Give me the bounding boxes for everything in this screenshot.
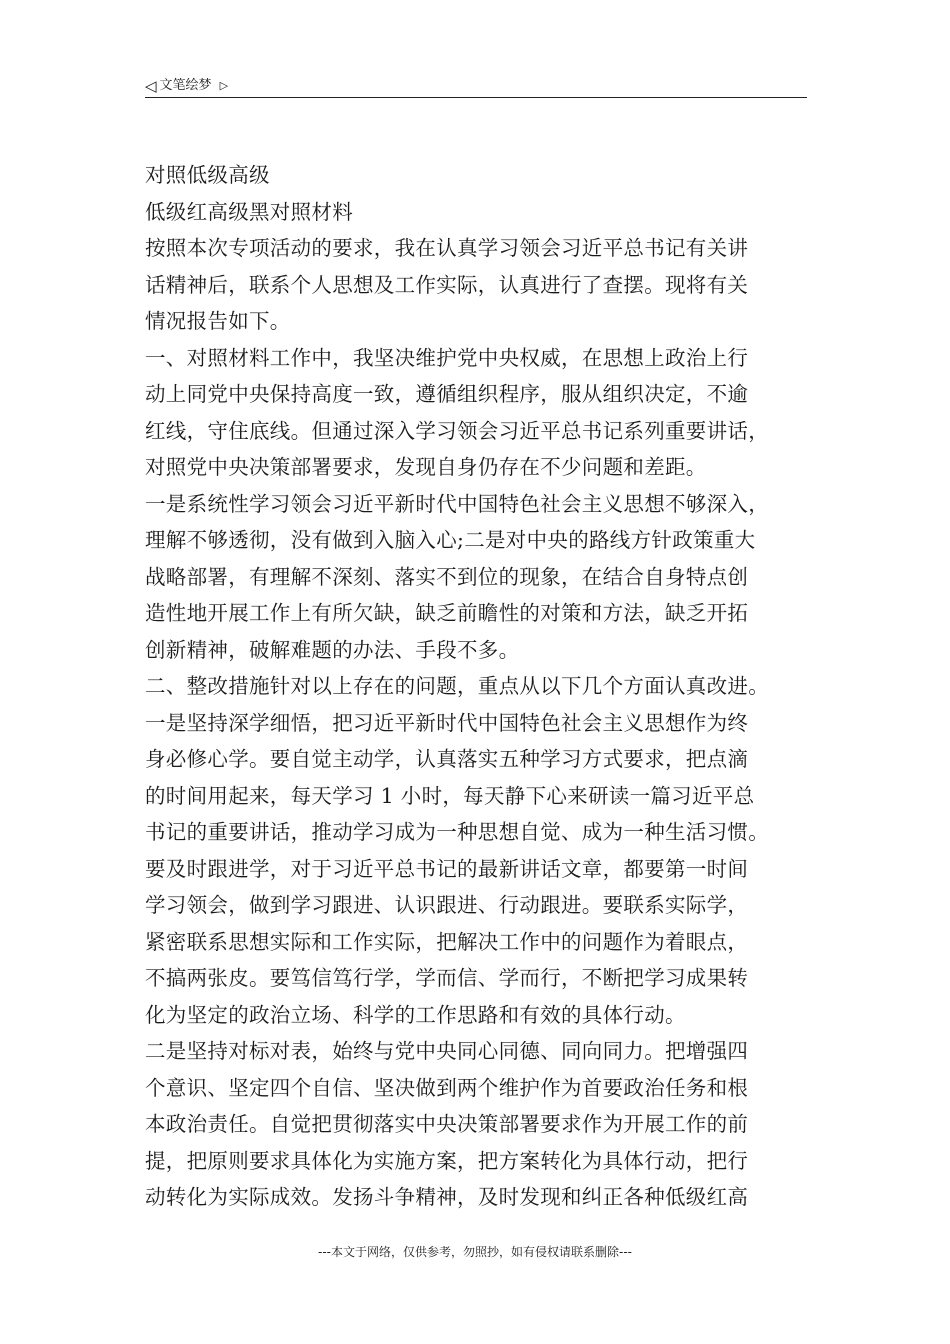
paragraph-line: 话精神后，联系个人思想及工作实际，认真进行了查摆。现将有关 <box>145 272 749 297</box>
page-header <box>145 74 807 98</box>
triangle-right-icon: ▷ <box>219 79 229 92</box>
paragraph-line: 动上同党中央保持高度一致，遵循组织程序，服从组织决定，不逾 <box>145 382 749 406</box>
paragraph-line: 造性地开展工作上有所欠缺，缺乏前瞻性的对策和方法，缺乏开拓 <box>145 601 749 625</box>
paragraph-line: 身必修心学。要自觉主动学，认真落实五种学习方式要求，把点滴 <box>145 747 749 771</box>
triangle-left-icon: ◁ <box>145 77 157 95</box>
paragraph-line: 书记的重要讲话，推动学习成为一种思想自觉、成为一种生活习惯。 <box>145 820 769 844</box>
document-title: 对照低级高级 <box>145 163 270 187</box>
paragraph-line: 不搞两张皮。要笃信笃行学，学而信、学而行，不断把学习成果转 <box>145 966 749 990</box>
paragraph-line: 按照本次专项活动的要求，我在认真学习领会习近平总书记有关讲 <box>145 236 749 260</box>
paragraph-line: 的时间用起来，每天学习 1 小时，每天静下心来研读一篇习近平总 <box>145 783 755 808</box>
paragraph-line: 创新精神，破解难题的办法、手段不多。 <box>145 637 520 662</box>
paragraph-line: 情况报告如下。 <box>145 309 291 333</box>
paragraph-line: 紧密联系思想实际和工作实际，把解决工作中的问题作为着眼点， <box>145 929 749 954</box>
document-body <box>145 157 825 1216</box>
paragraph-line: 一是系统性学习领会习近平新时代中国特色社会主义思想不够深入， <box>145 491 769 516</box>
paragraph-line: 动转化为实际成效。发扬斗争精神，及时发现和纠正各种低级红高 <box>145 1185 749 1209</box>
footer-disclaimer: ---本文于网络，仅供参考，勿照抄，如有侵权请联系删除--- <box>318 1245 632 1259</box>
paragraph-line: 个意识、坚定四个自信、坚决做到两个维护作为首要政治任务和根 <box>145 1075 749 1100</box>
header-brand: 文笔绘梦 <box>159 78 212 93</box>
paragraph-line: 本政治责任。自觉把贯彻落实中央决策部署要求作为开展工作的前 <box>145 1112 749 1136</box>
header-divider <box>145 97 807 98</box>
paragraph-line: 战略部署，有理解不深刻、落实不到位的现象，在结合自身特点创 <box>145 564 749 589</box>
paragraph-line: 学习领会，做到学习跟进、认识跟进、行动跟进。要联系实际学， <box>145 893 749 917</box>
paragraph-line: 理解不够透彻，没有做到入脑入心;二是对中央的路线方针政策重大 <box>145 528 756 552</box>
paragraph-line: 二是坚持对标对表，始终与党中央同心同德、同向同力。把增强四 <box>145 1039 749 1063</box>
paragraph-line: 要及时跟进学，对于习近平总书记的最新讲话文章，都要第一时间 <box>145 856 749 881</box>
document-subtitle: 低级红高级黑对照材料 <box>145 199 353 224</box>
paragraph-line: 一、对照材料工作中，我坚决维护党中央权威，在思想上政治上行 <box>145 345 749 370</box>
paragraph-line: 对照党中央决策部署要求，发现自身仍存在不少问题和差距。 <box>145 455 707 479</box>
paragraph-line: 一是坚持深学细悟，把习近平新时代中国特色社会主义思想作为终 <box>145 710 749 735</box>
paragraph-line: 化为坚定的政治立场、科学的工作思路和有效的具体行动。 <box>145 1002 686 1027</box>
paragraph-line: 二、整改措施针对以上存在的问题，重点从以下几个方面认真改进。 <box>145 674 769 698</box>
paragraph-line: 提，把原则要求具体化为实施方案，把方案转化为具体行动，把行 <box>145 1148 749 1173</box>
paragraph-line: 红线，守住底线。但通过深入学习领会习近平总书记系列重要讲话， <box>145 418 769 443</box>
